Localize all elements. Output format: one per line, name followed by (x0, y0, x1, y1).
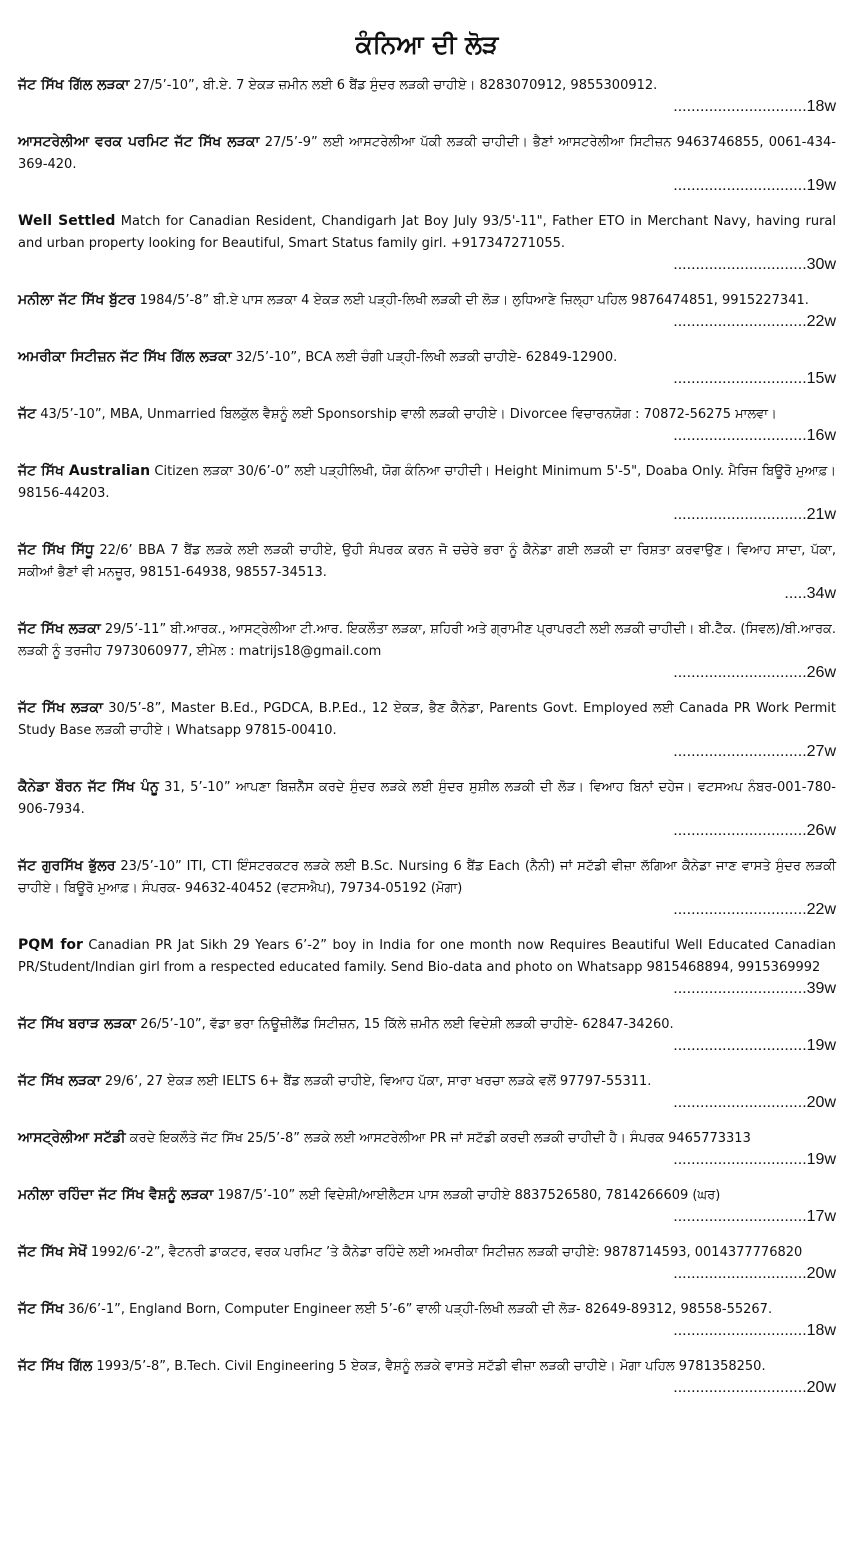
ad-text (18, 697, 836, 742)
ad-leader-dots: .............................. (673, 1151, 807, 1168)
ad-lead: ਮਨੀਲਾ ਜੱਟ ਸਿੱਖ ਬੁੱਟਰ (18, 292, 136, 308)
ad-lead: ਜੱਟ ਸਿੱਖ ਸੇਖੋਂ (18, 1244, 87, 1260)
list-item (18, 1013, 836, 1056)
ad-word-count: 26w (806, 822, 836, 839)
ad-word-count: 27w (806, 743, 836, 760)
ad-body: 1984/5’-8” ਬੀ.ਏ ਪਾਸ ਲੜਕਾ 4 ਏਕੜ ਲਈ ਪੜ੍ਹੀ-ਲਿਖੀ ਲੜਕੀ ਦੀ ਲੋੜ। ਲੁਧਿਆਣੇ ਜ਼ਿਲ੍ਹਾ ਪਹਿਲ 9876474851, 9915227341. (135, 293, 809, 308)
ad-body: 31, 5’-10” ਆਪਣਾ ਬਿਜ਼ਨੈੱਸ ਕਰਦੇ ਸੁੰਦਰ ਲੜਕੇ ਲਈ ਸੁੰਦਰ ਸੁਸ਼ੀਲ ਲੜਕੀ ਦੀ ਲੋੜ। ਵਿਆਹ ਬਿਨਾਂ ਦਹੇਜ। ਵਟਸਅਪ ਨੰਬਰ-001-780-906-7934. (18, 780, 836, 817)
ad-leader-dots: .............................. (673, 256, 807, 273)
ad-leader-dots: .............................. (673, 1208, 807, 1225)
ad-text (18, 1184, 836, 1207)
ad-word-count: 19w (806, 1151, 836, 1168)
ad-code-line (18, 821, 836, 841)
ad-lead: ਜੱਟ ਸਿੱਖ ਗਿੱਲ (18, 1358, 93, 1374)
ad-body: Citizen ਲੜਕਾ 30/6’-0” ਲਈ ਪੜ੍ਹੀਲਿਖੀ, ਯੋਗ ਕੰਨਿਆ ਚਾਹੀਦੀ। Height Minimum 5'-5", Doaba Only. ਮੈਰਿਜ ਬਿਊਰੋ ਮੁਆਫ਼। 98156-44203. (18, 464, 836, 501)
list-item (18, 1070, 836, 1113)
ad-code-line (18, 97, 836, 117)
ad-text (18, 403, 836, 426)
ad-body: 1987/5’-10” ਲਈ ਵਿਦੇਸ਼ੀ/ਆਈਲੈਟਸ ਪਾਸ ਲੜਕੀ ਚਾਹੀਏ 8837526580, 7814266609 (ਘਰ) (213, 1188, 721, 1203)
ad-text (18, 618, 836, 663)
ad-leader-dots: .............................. (673, 901, 807, 918)
ad-code-line (18, 369, 836, 389)
list-item (18, 460, 836, 525)
ad-code-line (18, 505, 836, 525)
list-item (18, 618, 836, 683)
ad-leader-dots: .............................. (673, 370, 807, 387)
ad-lead: ਜੱਟ ਸਿੱਖ ਲੜਕਾ (18, 700, 104, 716)
ad-text (18, 289, 836, 312)
ad-code-line (18, 1036, 836, 1056)
list-item (18, 1241, 836, 1284)
ad-body: 1993/5’-8”, B.Tech. Civil Engineering 5 ਏਕੜ, ਵੈਸ਼ਨੂੰ ਲੜਕੇ ਵਾਸਤੇ ਸਟੱਡੀ ਵੀਜ਼ਾ ਲੜਕੀ ਚਾਹੀਏ। ਮੋਗਾ ਪਹਿਲ 9781358250. (92, 1359, 766, 1374)
ad-code-line (18, 1264, 836, 1284)
ads-list (18, 74, 836, 1398)
ad-leader-dots: .............................. (673, 313, 807, 330)
ad-lead: ਕੈਨੇਡਾ ਬੌਰਨ ਜੱਟ ਸਿੱਖ ਪੰਨੂ (18, 779, 159, 795)
list-item (18, 403, 836, 446)
list-item (18, 855, 836, 920)
ad-leader-dots: .............................. (673, 1379, 807, 1396)
ad-word-count: 26w (806, 664, 836, 681)
ad-code-line (18, 1093, 836, 1113)
ad-body: ਕਰਦੇ ਇਕਲੌਤੇ ਜੱਟ ਸਿੱਖ 25/5’-8” ਲੜਕੇ ਲਈ ਆਸਟਰੇਲੀਆ PR ਜਾਂ ਸਟੱਡੀ ਕਰਦੀ ਲੜਕੀ ਚਾਹੀਦੀ ਹੈ। ਸੰਪਰਕ 9465773313 (125, 1131, 751, 1146)
page-title: ਕੰਨਿਆ ਦੀ ਲੋੜ (355, 30, 499, 59)
list-item (18, 346, 836, 389)
ad-lead: ਜੱਟ (18, 406, 37, 422)
ad-text (18, 460, 836, 505)
ad-word-count: 20w (806, 1094, 836, 1111)
ad-leader-dots: .............................. (673, 177, 807, 194)
ad-body: 43/5’-10”, MBA, Unmarried ਬਿਲਕੁੱਲ ਵੈਸ਼ਨੂੰ ਲਈ Sponsorship ਵਾਲੀ ਲੜਕੀ ਚਾਹੀਏ। Divorcee ਵਿਚਾਰਨਯੋਗ : 70872-56275 ਮਾਲਵਾ। (36, 407, 777, 422)
list-item (18, 1184, 836, 1227)
ad-code-line (18, 255, 836, 275)
ad-body: Match for Canadian Resident, Chandigarh Jat Boy July 93/5'-11", Father ETO in Merchant Navy, having rural and urban property looking for Beautiful, Smart Status family girl. +917347271055. (18, 214, 836, 251)
ad-word-count: 18w (806, 1322, 836, 1339)
ad-lead: ਆਸਟ੍ਰੇਲੀਆ ਸਟੱਡੀ (18, 1130, 126, 1146)
list-item (18, 539, 836, 604)
ad-leader-dots: .............................. (673, 1322, 807, 1339)
ad-text (18, 131, 836, 176)
ad-word-count: 15w (806, 370, 836, 387)
ad-code-line (18, 584, 836, 604)
ad-code-line (18, 663, 836, 683)
ad-leader-dots: .............................. (673, 98, 807, 115)
ad-lead: ਆਸਟਰੇਲੀਆ ਵਰਕ ਪਰਮਿਟ ਜੱਟ ਸਿੱਖ ਲੜਕਾ (18, 134, 260, 150)
list-item (18, 934, 836, 999)
ad-code-line (18, 979, 836, 999)
ad-leader-dots: .............................. (673, 822, 807, 839)
ad-body: 27/5’-9” ਲਈ ਆਸਟਰੇਲੀਆ ਪੱਕੀ ਲੜਕੀ ਚਾਹੀਦੀ। ਭੈਣਾਂ ਆਸਟਰੇਲੀਆ ਸਿਟੀਜ਼ਨ 9463746855, 0061-434-369-420. (18, 135, 836, 172)
ad-word-count: 30w (806, 256, 836, 273)
ad-lead: ਮਨੀਲਾ ਰਹਿੰਦਾ ਜੱਟ ਸਿੱਖ ਵੈਸ਼ਨੂੰ ਲੜਕਾ (18, 1187, 214, 1203)
ad-text (18, 1298, 836, 1321)
ad-lead: Well Settled (18, 213, 116, 229)
ad-body: Canadian PR Jat Sikh 29 Years 6’-2” boy in India for one month now Requires Beautiful Well Educated Canadian PR/Student/Indian girl from a respected educated family. Send Bio-data and photo on Whatsapp 9815468894, 9915369992 (18, 938, 836, 975)
ad-leader-dots: .............................. (673, 743, 807, 760)
ad-word-count: 22w (806, 901, 836, 918)
ad-word-count: 19w (806, 177, 836, 194)
ad-body: 36/6’-1”, England Born, Computer Engineer ਲਈ 5’-6” ਵਾਲੀ ਪੜ੍ਹੀ-ਲਿਖੀ ਲੜਕੀ ਦੀ ਲੋੜ- 82649-89312, 98558-55267. (63, 1302, 773, 1317)
ad-word-count: 39w (806, 980, 836, 997)
list-item (18, 289, 836, 332)
list-item (18, 1127, 836, 1170)
ad-word-count: 22w (806, 313, 836, 330)
ad-leader-dots: ..... (784, 585, 807, 602)
list-item (18, 1298, 836, 1341)
ad-body: 22/6’ BBA 7 ਬੈਂਡ ਲੜਕੇ ਲਈ ਲੜਕੀ ਚਾਹੀਏ, ਉਹੀ ਸੰਪਰਕ ਕਰਨ ਜੋ ਚਚੇਰੇ ਭਰਾ ਨੂੰ ਕੈਨੇਡਾ ਗਈ ਲੜਕੀ ਦਾ ਰਿਸ਼ਤਾ ਕਰਵਾਉਣ। ਵਿਆਹ ਸਾਦਾ, ਪੱਕਾ, ਸਕੀਆਂ ਭੈਣਾਂ ਵੀ ਮਨਜ਼ੂਰ, 98151-64938, 98557-34513. (18, 543, 836, 580)
ad-leader-dots: .............................. (673, 506, 807, 523)
ad-lead: PQM for (18, 937, 83, 953)
ad-text (18, 1013, 836, 1036)
ad-text (18, 346, 836, 369)
ad-lead: ਜੱਟ ਸਿੱਖ Australian (18, 463, 151, 479)
ad-lead: ਜੱਟ ਗੁਰਸਿੱਖ ਭੁੱਲਰ (18, 858, 116, 874)
ad-leader-dots: .............................. (673, 427, 807, 444)
ad-leader-dots: .............................. (673, 980, 807, 997)
ad-code-line (18, 426, 836, 446)
list-item (18, 210, 836, 275)
ad-body: 30/5’-8”, Master B.Ed., PGDCA, B.P.Ed., 12 ਏਕੜ, ਭੈਣ ਕੈਨੇਡਾ, Parents Govt. Employed ਲਈ Canada PR Work Permit Study Base ਲੜਕੀ ਚਾਹੀਏ। Whatsapp 97815-00410. (18, 701, 837, 738)
ad-leader-dots: .............................. (673, 664, 807, 681)
ad-code-line (18, 1207, 836, 1227)
ad-code-line (18, 1378, 836, 1398)
ad-code-line (18, 176, 836, 196)
ad-body: 29/5’-11” ਬੀ.ਆਰਕ., ਆਸਟ੍ਰੇਲੀਆ ਟੀ.ਆਰ. ਇਕਲੌਤਾ ਲੜਕਾ, ਸ਼ਹਿਰੀ ਅਤੇ ਗ੍ਰਾਮੀਣ ਪ੍ਰਾਪਰਟੀ ਲਈ ਲੜਕੀ ਚਾਹੀਦੀ। ਬੀ.ਟੈੱਕ. (ਸਿਵਲ)/ਬੀ.ਆਰਕ. ਲੜਕੀ ਨੂੰ ਤਰਜੀਹ 7973060977, ਈਮੇਲ : matrijs18@gmail.com (18, 622, 836, 659)
ad-text (18, 210, 836, 255)
ad-text (18, 1070, 836, 1093)
ad-body: 32/5’-10”, BCA ਲਈ ਚੰਗੀ ਪੜ੍ਹੀ-ਲਿਖੀ ਲੜਕੀ ਚਾਹੀਏ- 62849-12900. (231, 350, 618, 365)
ad-text (18, 776, 836, 821)
ad-leader-dots: .............................. (673, 1094, 807, 1111)
ad-body: 23/5’-10” ITI, CTI ਇੰਸਟਰਕਟਰ ਲੜਕੇ ਲਈ B.Sc. Nursing 6 ਬੈਂਡ Each (ਨੈਨੀ) ਜਾਂ ਸਟੱਡੀ ਵੀਜ਼ਾ ਲੱਗਿਆ ਕੈਨੇਡਾ ਜਾਣ ਵਾਸਤੇ ਸੁੰਦਰ ਲੜਕੀ ਚਾਹੀਏ। ਬਿਊਰੋ ਮੁਆਫ਼। ਸੰਪਰਕ- 94632-40452 (ਵਟਸਐਪ), 79734-05192 (ਮੋਗਾ) (18, 859, 836, 896)
ad-code-line (18, 1321, 836, 1341)
ad-text (18, 74, 836, 97)
list-item (18, 1355, 836, 1398)
ad-lead: ਜੱਟ ਸਿੱਖ ਗਿੱਲ ਲੜਕਾ (18, 77, 130, 93)
ad-text (18, 539, 836, 584)
ad-body: 29/6’, 27 ਏਕੜ ਲਈ IELTS 6+ ਬੈਂਡ ਲੜਕੀ ਚਾਹੀਏ, ਵਿਆਹ ਪੱਕਾ, ਸਾਰਾ ਖਰਚਾ ਲੜਕੇ ਵਲੋਂ 97797-55311. (100, 1074, 652, 1089)
ad-lead: ਜੱਟ ਸਿੱਖ ਲੜਕਾ (18, 1073, 101, 1089)
ad-text (18, 934, 836, 979)
ad-lead: ਜੱਟ ਸਿੱਖ ਬਰਾੜ ਲੜਕਾ (18, 1016, 137, 1032)
ad-word-count: 18w (806, 98, 836, 115)
ad-word-count: 20w (806, 1265, 836, 1282)
ad-word-count: 19w (806, 1037, 836, 1054)
ad-body: 26/5’-10”, ਵੱਡਾ ਭਰਾ ਨਿਊਜ਼ੀਲੈਂਡ ਸਿਟੀਜ਼ਨ, 15 ਕਿੱਲੇ ਜ਼ਮੀਨ ਲਈ ਵਿਦੇਸ਼ੀ ਲੜਕੀ ਚਾਹੀਏ- 62847-34260. (136, 1017, 674, 1032)
ad-leader-dots: .............................. (673, 1265, 807, 1282)
ad-lead: ਜੱਟ ਸਿੱਖ ਲੜਕਾ (18, 621, 101, 637)
ad-code-line (18, 900, 836, 920)
ad-lead: ਜੱਟ ਸਿੱਖ ਸਿੱਧੂ (18, 542, 94, 558)
ad-lead: ਜੱਟ ਸਿੱਖ (18, 1301, 64, 1317)
ad-word-count: 34w (806, 585, 836, 602)
ad-text (18, 855, 836, 900)
ad-code-line (18, 312, 836, 332)
ad-code-line (18, 742, 836, 762)
ad-text (18, 1241, 836, 1264)
list-item (18, 776, 836, 841)
ad-word-count: 20w (806, 1379, 836, 1396)
ad-text (18, 1127, 836, 1150)
ad-word-count: 17w (806, 1208, 836, 1225)
ad-body: 27/5’-10”, ਬੀ.ਏ. 7 ਏਕੜ ਜ਼ਮੀਨ ਲਈ 6 ਬੈਂਡ ਸੁੰਦਰ ਲੜਕੀ ਚਾਹੀਏ। 8283070912, 9855300912. (129, 78, 658, 93)
ad-leader-dots: .............................. (673, 1037, 807, 1054)
list-item (18, 74, 836, 117)
ad-word-count: 16w (806, 427, 836, 444)
ad-code-line (18, 1150, 836, 1170)
list-item (18, 131, 836, 196)
ad-body: 1992/6’-2”, ਵੈਟਨਰੀ ਡਾਕਟਰ, ਵਰਕ ਪਰਮਿਟ ’ਤੇ ਕੈਨੇਡਾ ਰਹਿੰਦੇ ਲਈ ਅਮਰੀਕਾ ਸਿਟੀਜ਼ਨ ਲੜਕੀ ਚਾਹੀਏ: 9878714593, 0014377776820 (86, 1245, 803, 1260)
ad-lead: ਅਮਰੀਕਾ ਸਿਟੀਜ਼ਨ ਜੱਟ ਸਿੱਖ ਗਿੱਲ ਲੜਕਾ (18, 349, 232, 365)
ad-word-count: 21w (806, 506, 836, 523)
ad-text (18, 1355, 836, 1378)
list-item (18, 697, 836, 762)
